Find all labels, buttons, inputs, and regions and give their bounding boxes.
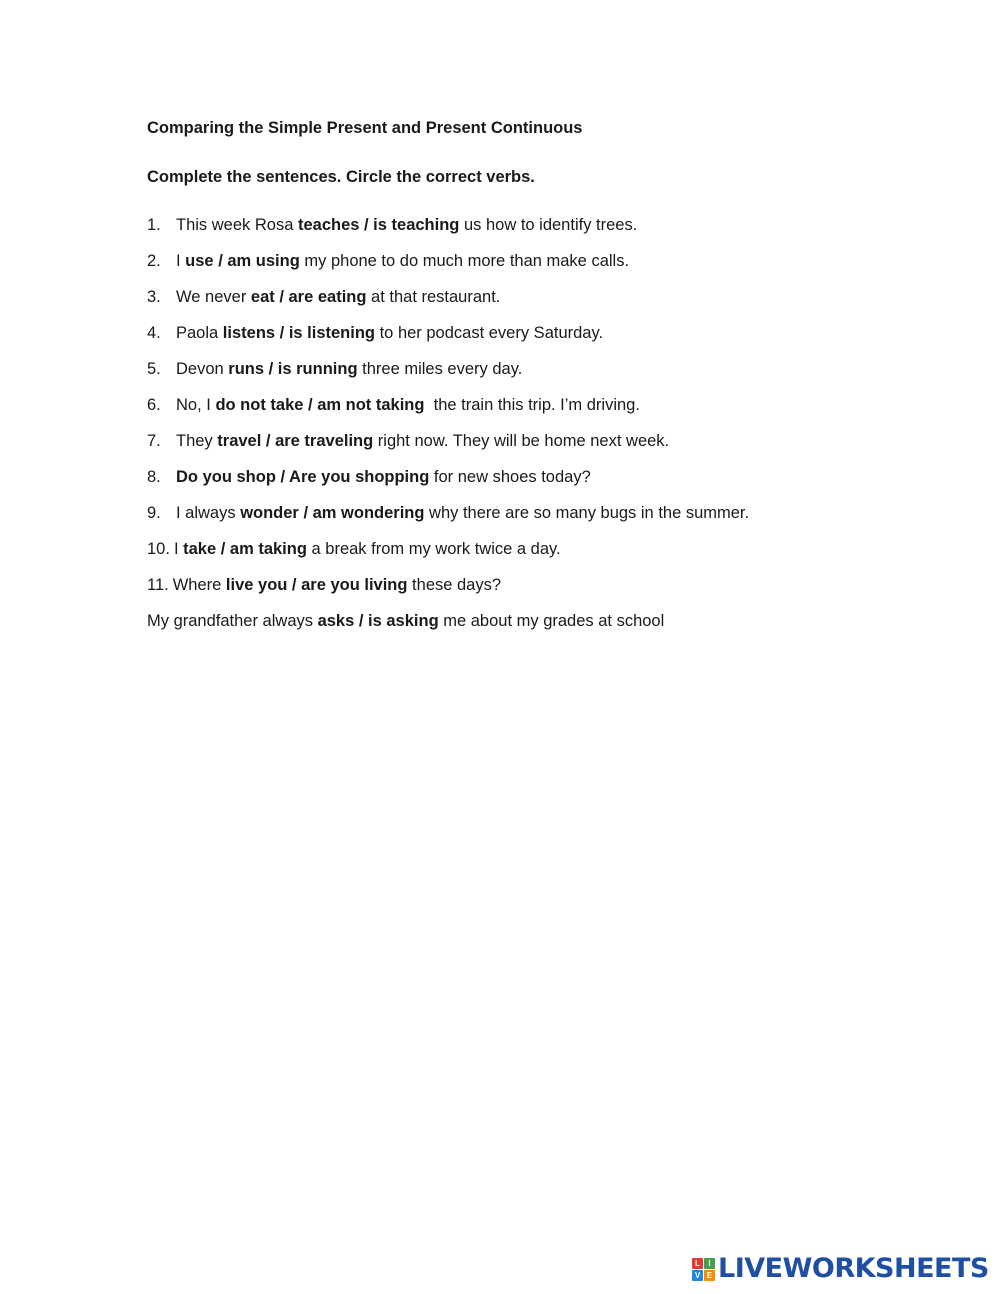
verb-choice[interactable]: travel / are traveling xyxy=(217,432,374,450)
item-text-after: a break from my work twice a day. xyxy=(306,540,561,558)
liveworksheets-logo xyxy=(692,1254,989,1284)
exercise-item-5 xyxy=(147,358,947,394)
item-number: 3. xyxy=(147,288,161,306)
item-text-after: these days? xyxy=(407,576,502,594)
exercise-item-11 xyxy=(147,574,947,610)
exercise-item-4 xyxy=(147,322,947,358)
exercise-item-8 xyxy=(147,466,947,502)
exercise-list xyxy=(147,214,947,646)
item-text-after: for new shoes today? xyxy=(429,468,591,486)
verb-choice[interactable]: runs / is running xyxy=(228,360,358,378)
item-number: 4. xyxy=(147,324,161,342)
item-text-after: my phone to do much more than make calls. xyxy=(299,252,630,270)
item-number: 1. xyxy=(147,216,161,234)
item-text-before: Devon xyxy=(176,360,229,378)
item-number: 11. xyxy=(147,576,169,594)
item-text-before: I xyxy=(173,540,184,558)
verb-choice[interactable]: live you / are you living xyxy=(225,576,408,594)
item-text-after: us how to identify trees. xyxy=(459,216,638,234)
logo-mark-letter: V xyxy=(692,1270,703,1281)
item-text-after: the train this trip. I’m driving. xyxy=(424,396,640,414)
exercise-item-7 xyxy=(147,430,947,466)
item-text-before: This week Rosa xyxy=(176,216,298,234)
item-text-after: at that restaurant. xyxy=(366,288,501,306)
exercise-item-1 xyxy=(147,214,947,250)
exercise-item-10 xyxy=(147,538,947,574)
item-text-before: We never xyxy=(176,288,251,306)
verb-choice[interactable]: use / am using xyxy=(185,252,300,270)
page-title: Comparing the Simple Present and Present Continuous xyxy=(147,119,583,137)
item-text-before: No, I xyxy=(176,396,216,414)
item-text-after: to her podcast every Saturday. xyxy=(375,324,604,342)
exercise-item-2 xyxy=(147,250,947,286)
exercise-item-9 xyxy=(147,502,947,538)
verb-choice[interactable]: listens / is listening xyxy=(222,324,376,342)
verb-choice[interactable]: do not take / am not taking xyxy=(215,396,425,414)
logo-mark-letter: I xyxy=(704,1258,715,1269)
item-number: 9. xyxy=(147,504,161,522)
item-text-after: three miles every day. xyxy=(357,360,523,378)
item-text-after: me about my grades at school xyxy=(438,612,665,630)
item-text-before: Where xyxy=(172,576,226,594)
verb-choice[interactable]: asks / is asking xyxy=(317,612,439,630)
logo-mark-icon xyxy=(692,1258,715,1281)
exercise-item-3 xyxy=(147,286,947,322)
verb-choice[interactable]: teaches / is teaching xyxy=(297,216,460,234)
item-number: 2. xyxy=(147,252,161,270)
verb-choice[interactable]: wonder / am wondering xyxy=(240,504,425,522)
logo-mark-letter: L xyxy=(692,1258,703,1269)
exercise-item-6 xyxy=(147,394,947,430)
item-number: 7. xyxy=(147,432,161,450)
verb-choice[interactable]: eat / are eating xyxy=(250,288,367,306)
item-text-before: I always xyxy=(176,504,241,522)
item-number: 10. xyxy=(147,540,170,558)
item-number: 8. xyxy=(147,468,161,486)
instructions: Complete the sentences. Circle the correct verbs. xyxy=(147,168,535,186)
verb-choice[interactable]: take / am taking xyxy=(183,540,307,558)
verb-choice[interactable]: Do you shop / Are you shopping xyxy=(176,468,430,486)
logo-mark-letter: E xyxy=(704,1270,715,1281)
item-number: 5. xyxy=(147,360,161,378)
item-text-before: They xyxy=(176,432,218,450)
item-text-before: Paola xyxy=(176,324,223,342)
item-number: 6. xyxy=(147,396,161,414)
item-text-after: why there are so many bugs in the summer. xyxy=(424,504,750,522)
item-text-after: right now. They will be home next week. xyxy=(373,432,670,450)
item-text-before: My grandfather always xyxy=(147,612,318,630)
item-text-before: I xyxy=(176,252,186,270)
logo-text: LIVEWORKSHEETS xyxy=(718,1253,989,1284)
exercise-item-last xyxy=(147,610,947,646)
